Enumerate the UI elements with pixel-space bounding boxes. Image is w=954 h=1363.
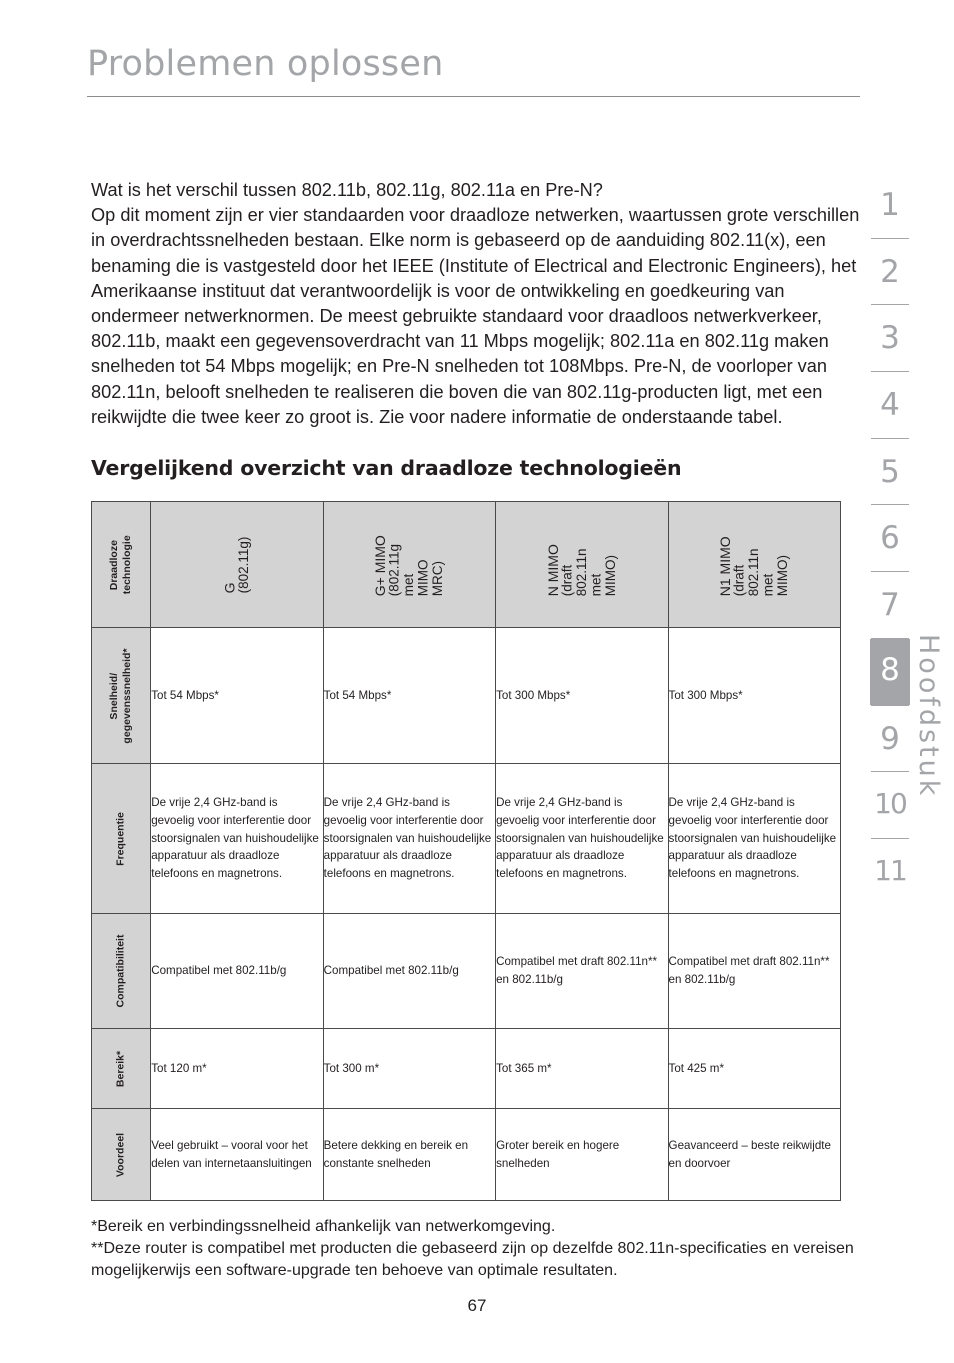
column-sub: (802.11g met MIMO MRC) (386, 543, 446, 596)
footnote: *Bereik en verbindingssnelheid afhankelijk van netwerkomgeving. (91, 1218, 556, 1235)
row-label-text: Compatibiliteit (114, 934, 127, 1008)
column-name: G+ MIMO (372, 534, 389, 596)
chapter-number: 6 (880, 520, 900, 557)
chapter-link-6[interactable] (870, 505, 910, 571)
table-cell: Tot 300 Mbps* (496, 628, 668, 764)
corner-header (92, 502, 151, 628)
table-cell: Tot 54 Mbps* (323, 628, 495, 764)
chapter-number: 5 (880, 453, 900, 490)
chapter-link-1[interactable] (870, 172, 910, 238)
table-cell: Groter bereik en hogere snelheden (496, 1109, 668, 1201)
table-cell: De vrije 2,4 GHz-band is gevoelig voor interferentie door stoorsignalen van huishoudelijke apparatuur als draadloze telefoons en magnetrons. (323, 764, 495, 914)
table-cell: Compatibel met draft 802.11n** en 802.11b/g (496, 914, 668, 1029)
row-label-text: Voordeel (114, 1132, 127, 1177)
column-header (151, 502, 323, 628)
corner-label: Draadloze technologie (108, 535, 134, 594)
column-sub: (draft 802.11n met MIMO) (559, 547, 618, 596)
chapter-number: 8 (880, 651, 900, 688)
chapter-link-9[interactable] (870, 706, 910, 772)
table-row (92, 764, 841, 914)
page-number: 67 (467, 1296, 487, 1315)
table-cell: Compatibel met 802.11b/g (151, 914, 323, 1029)
row-label-text: Snelheid/ gegevenssnelheid* (108, 647, 134, 744)
row-label-text: Bereik* (114, 1050, 127, 1087)
row-label (92, 628, 151, 764)
table-cell: Tot 54 Mbps* (151, 628, 323, 764)
table-cell: Compatibel met draft 802.11n** en 802.11b/g (668, 914, 840, 1029)
chapter-number: 3 (880, 320, 900, 357)
intro-answer: Op dit moment zijn er vier standaarden voor draadloze netwerken, waartussen grote verschillen in overdrachtssnelheden bestaan. Elke norm is gebaseerd op de aanduiding 802.11(x), een benaming die is vastgesteld door het IEEE (Institute of Electrical and Electronic Engineers), het Amerikaanse instituut dat verantwoordelijk is voor de ontwikkeling en goedkeuring van ondermeer netwerknormen. De meest gebruikte standaard voor draadloos netwerkverkeer, 802.11b, maakt een gegevensoverdracht van 11 Mbps mogelijk; 802.11a en 802.11g maken snelheden tot 54 Mbps mogelijk; en Pre-N snelheden tot 108Mbps. Pre-N, de voorloper van 802.11n, belooft snelheden te realiseren die boven die van 802.11g-producten ligt, met een reikwijdte die twee keer zo groot is. Zie voor nadere informatie de onderstaande tabel. (91, 205, 860, 427)
chapter-link-7[interactable] (870, 572, 910, 638)
table-cell: Geavanceerd – beste reikwijdte en doorvoer (668, 1109, 840, 1201)
chapter-link-4[interactable] (870, 372, 910, 438)
chapter-number: 11 (874, 853, 906, 887)
chapter-link-5[interactable] (870, 439, 910, 505)
table-cell: Betere dekking en bereik en constante snelheden (323, 1109, 495, 1201)
chapter-label: Hoofdstuk (913, 634, 944, 799)
column-header (668, 502, 840, 628)
chapter-number: 9 (880, 720, 900, 757)
page-title: Problemen oplossen (87, 44, 444, 84)
chapter-number: 7 (880, 587, 900, 624)
row-label-text: Frequentie (114, 811, 127, 866)
column-name: N MIMO (544, 543, 561, 596)
table-cell: De vrije 2,4 GHz-band is gevoelig voor interferentie door stoorsignalen van huishoudelijke apparatuur als draadloze telefoons en magnetrons. (151, 764, 323, 914)
table-cell: Tot 365 m* (496, 1029, 668, 1109)
table-cell: Tot 425 m* (668, 1029, 840, 1109)
table-cell: Tot 300 Mbps* (668, 628, 840, 764)
comparison-table (91, 501, 841, 1201)
chapter-number: 4 (880, 387, 900, 424)
table-row (92, 628, 841, 764)
column-header (323, 502, 495, 628)
table-cell: De vrije 2,4 GHz-band is gevoelig voor interferentie door stoorsignalen van huishoudelijke apparatuur als draadloze telefoons en magnetrons. (668, 764, 840, 914)
footnote: **Deze router is compatibel met producten die gebaseerd zijn op dezelfde 802.11n-specificaties en vereisen mogelijkerwijs een software-upgrade ten behoeve van optimale resultaten. (91, 1240, 854, 1279)
chapter-link-8-active[interactable] (870, 639, 910, 705)
table-cell: Tot 120 m* (151, 1029, 323, 1109)
row-label (92, 1029, 151, 1109)
column-name: N1 MIMO (717, 535, 734, 596)
column-header (496, 502, 668, 628)
table-cell: Veel gebruikt – vooral voor het delen van internetaansluitingen (151, 1109, 323, 1201)
chapter-link-11[interactable] (870, 839, 910, 905)
table-cell: De vrije 2,4 GHz-band is gevoelig voor interferentie door stoorsignalen van huishoudelijke apparatuur als draadloze telefoons en magnetrons. (496, 764, 668, 914)
row-label (92, 764, 151, 914)
row-label (92, 914, 151, 1029)
chapter-link-2[interactable] (870, 239, 910, 305)
intro-question: Wat is het verschil tussen 802.11b, 802.11g, 802.11a en Pre-N? (91, 180, 603, 200)
chapter-link-3[interactable] (870, 305, 910, 371)
table-cell: Tot 300 m* (323, 1029, 495, 1109)
intro-text (91, 178, 866, 430)
chapter-number: 1 (880, 187, 900, 223)
row-label (92, 1109, 151, 1201)
section-heading: Vergelijkend overzicht van draadloze technologieën (91, 456, 682, 480)
chapter-number: 2 (880, 253, 900, 290)
table-row (92, 1109, 841, 1201)
footnotes (91, 1216, 871, 1282)
chapter-number: 10 (874, 787, 906, 821)
chapter-link-10[interactable] (870, 772, 910, 838)
table-cell: Compatibel met 802.11b/g (323, 914, 495, 1029)
column-sub: (draft 802.11n met MIMO) (731, 547, 791, 596)
column-name: G (221, 582, 238, 593)
table-row (92, 914, 841, 1029)
chapter-nav (870, 172, 910, 905)
title-divider (87, 96, 860, 97)
table-header-row (92, 502, 841, 628)
table-row (92, 1029, 841, 1109)
column-sub: (802.11g) (235, 536, 251, 593)
